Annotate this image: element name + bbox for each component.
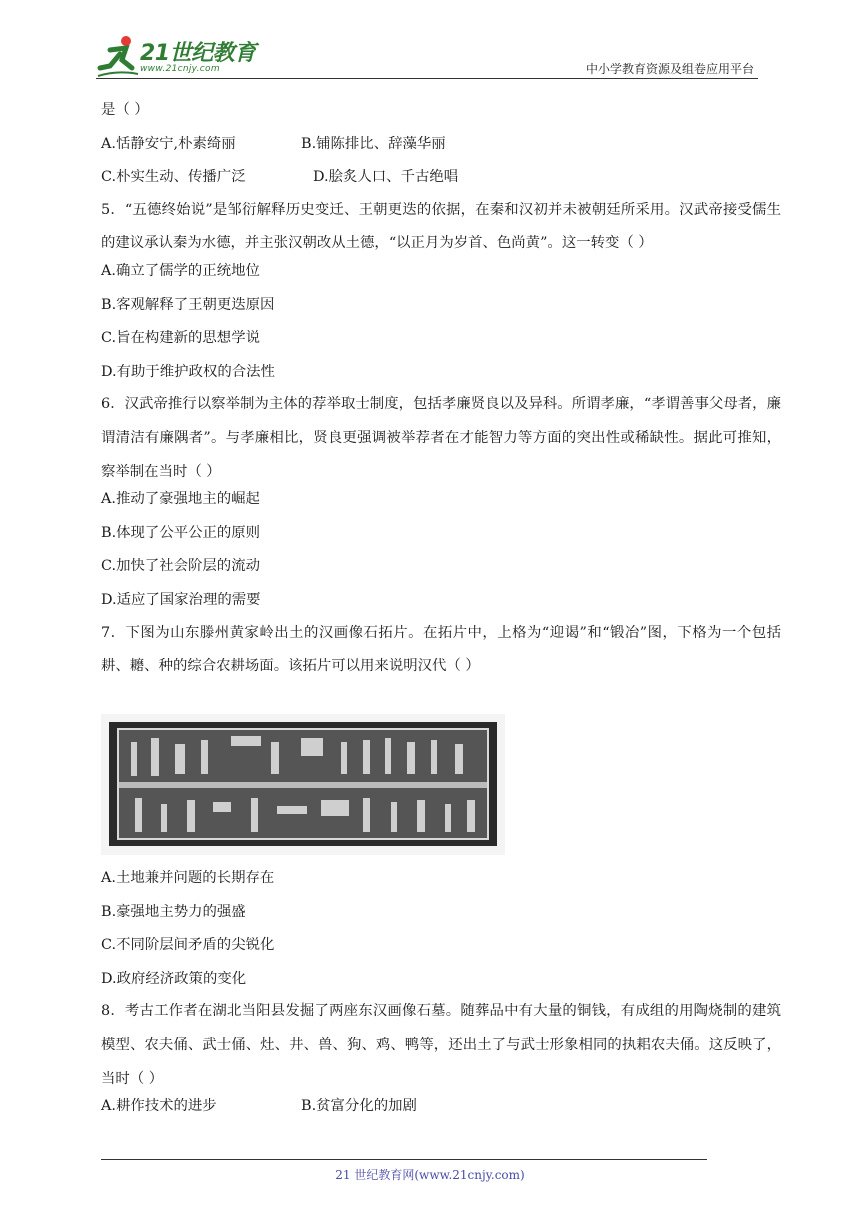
header-divider bbox=[96, 78, 758, 79]
option: A.推动了豪强地主的崛起 bbox=[101, 491, 260, 508]
q4-options-row-2 bbox=[101, 167, 781, 187]
option: D.适应了国家治理的需要 bbox=[101, 591, 261, 608]
q8-stem: 8．考古工作者在湖北当阳县发掘了两座东汉画像石墓。随葬品中有大量的铜钱，有成组的用陶烧制的建筑模型、农夫俑、武士俑、灶、井、兽、狗、鸡、鸭等，还出土了与武士形象相同的执耜农夫俑。这反映了，当时（ ） bbox=[101, 1003, 781, 1087]
question-content bbox=[101, 100, 781, 684]
option: B.客观解释了王朝更迭原因 bbox=[101, 296, 275, 313]
option: D.政府经济政策的变化 bbox=[101, 970, 247, 987]
option: D.脍炙人口、千古绝唱 bbox=[313, 169, 459, 186]
option: B.贫富分化的加剧 bbox=[301, 1098, 417, 1115]
q8-options-row-1 bbox=[101, 1096, 781, 1116]
logo-text: 21世纪教育 bbox=[140, 41, 256, 66]
q7-stem: 7．下图为山东滕州黄家岭出土的汉画像石拓片。在拓片中，上格为“迎谒”和“锻冶”图，下格为一个包括耕、耱、种的综合农耕场面。该拓片可以用来说明汉代（ ） bbox=[101, 624, 781, 675]
q6-stem: 6．汉武帝推行以察举制为主体的荐举取士制度，包括孝廉贤良以及异科。所谓孝廉，“孝谓善事父母者，廉谓清洁有廉隅者”。与孝廉相比，贤良更强调被举荐者在才能智力等方面的突出性或稀缺性。据此可推知，察举制在当时（ ） bbox=[101, 396, 781, 480]
option: C.朴实生动、传播广泛 bbox=[101, 169, 246, 186]
option: A.确立了儒学的正统地位 bbox=[101, 262, 260, 279]
option: D.有助于维护政权的合法性 bbox=[101, 363, 275, 380]
q5-stem: 5．“五德终始说”是邹衍解释历史变迁、王朝更迭的依据，在秦和汉初并未被朝廷所采用。汉武帝接受儒生的建议承认秦为水德，并主张汉朝改从土德，“以正月为岁首、色尚黄”。这一转变（ ） bbox=[101, 201, 781, 252]
page-header bbox=[96, 28, 758, 80]
option: B.豪强地主势力的强盛 bbox=[101, 903, 246, 920]
option: C.不同阶层间矛盾的尖锐化 bbox=[101, 937, 275, 954]
logo bbox=[96, 34, 266, 80]
q4-stem-end: 是（ ） bbox=[101, 102, 149, 118]
page-footer: 21 世纪教育网(www.21cnjy.com) bbox=[335, 1168, 525, 1182]
platform-name: 中小学教育资源及组卷应用平台 bbox=[585, 62, 754, 76]
han-stone-rubbing-image bbox=[101, 714, 505, 855]
option: C.加快了社会阶层的流动 bbox=[101, 558, 260, 575]
option: A.恬静安宁,朴素绮丽 bbox=[101, 135, 236, 152]
option: B.铺陈排比、辞藻华丽 bbox=[301, 135, 446, 152]
q4-options-row-1 bbox=[101, 134, 781, 154]
question-content-continued bbox=[101, 868, 781, 1130]
option: A.土地兼并问题的长期存在 bbox=[101, 870, 275, 886]
option: B.体现了公平公正的原则 bbox=[101, 524, 261, 541]
logo-url: www.21cnjy.com bbox=[140, 64, 220, 74]
option: A.耕作技术的进步 bbox=[101, 1098, 217, 1115]
option: C.旨在构建新的思想学说 bbox=[101, 330, 260, 347]
runner-logo-icon bbox=[96, 34, 140, 80]
footer-divider bbox=[101, 1159, 707, 1160]
